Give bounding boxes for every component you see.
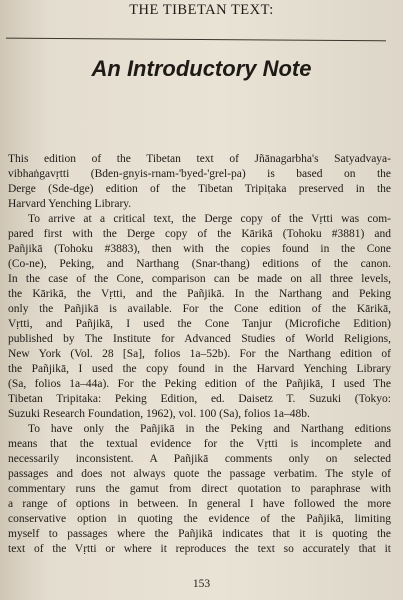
- body-line: vibhaṅgavṛtti (Bden-gnyis-rnam-'byed-'grel-pa) is based on the: [8, 168, 391, 180]
- header-rule: [6, 38, 386, 42]
- body-line: only the Pañjikā is available. For the Cone edition of the Kārikā,: [8, 303, 391, 315]
- body-line: Pañjikā (Tohoku #3883), then with the copies found in the Cone: [8, 243, 391, 255]
- body-line: text of the Vṛtti or where it reproduces the text so accurately that it: [8, 543, 391, 555]
- body-line: Suzuki Research Foundation, 1962), vol. 100 (Sa), folios 1a–48b.: [8, 408, 310, 420]
- body-line: Derge (Sde-dge) edition of the Tibetan Tripiṭaka preserved in the: [8, 183, 391, 195]
- section-title: An Introductory Note: [91, 56, 312, 81]
- body-line: New York (Vol. 28 [Sa], folios 1a–52b). For the Narthang edition of: [8, 348, 391, 360]
- body-line: passages and does not always quote the passage verbatim. The style of: [8, 468, 391, 480]
- body-line: myself to passages where the Pañjikā indicates that it is quoting the: [8, 528, 391, 540]
- body-line: (Co-ne), Peking, and Narthang (Snar-thang) editions of the canon.: [8, 258, 391, 270]
- body-line: To arrive at a critical text, the Derge copy of the Vṛtti was com-: [28, 213, 391, 225]
- body-text: [8, 152, 391, 557]
- body-line: conservative option in quoting the evidence of the Pañjikā, limiting: [8, 513, 391, 525]
- body-line: To have only the Pañjikā in the Peking and Narthang editions: [28, 423, 391, 435]
- body-line: This edition of the Tibetan text of Jñānagarbha's Satyadvaya-: [8, 153, 391, 165]
- body-line: the Kārikā, the Vṛtti, and the Pañjikā. In the Narthang and Peking: [8, 288, 391, 300]
- body-line: means that the textual evidence for the Vṛtti is incomplete and: [8, 438, 391, 450]
- body-line: Tibetan Tripitaka: Peking Edition, ed. Daisetz T. Suzuki (Tokyo:: [8, 393, 391, 405]
- body-line: pared first with the Derge copy of the Kārikā (Tohoku #3881) and: [8, 228, 391, 240]
- body-line: the Pañjikā, I used the copy found in the Harvard Yenching Library: [8, 363, 391, 375]
- running-head: THE TIBETAN TEXT:: [129, 2, 274, 18]
- body-line: a range of options in between. In general I have followed the more: [8, 498, 391, 510]
- body-line: Harvard Yenching Library.: [8, 198, 132, 210]
- body-line: (Sa, folios 1a–44a). For the Peking edition of the Pañjikā, I used The: [8, 378, 391, 390]
- body-line: published by The Institute for Advanced Studies of World Religions,: [8, 333, 391, 345]
- page-number: 153: [192, 578, 211, 590]
- body-line: Vṛtti, and Pañjikā, I used the Cone Tanjur (Microfiche Edition): [8, 318, 391, 330]
- body-line: In the case of the Cone, comparison can be made on all three levels,: [8, 273, 391, 285]
- body-line: commentary runs the gamut from direct quotation to paraphrase with: [8, 483, 391, 495]
- body-line: necessarily inconsistent. A Pañjikā comments only on selected: [8, 453, 391, 465]
